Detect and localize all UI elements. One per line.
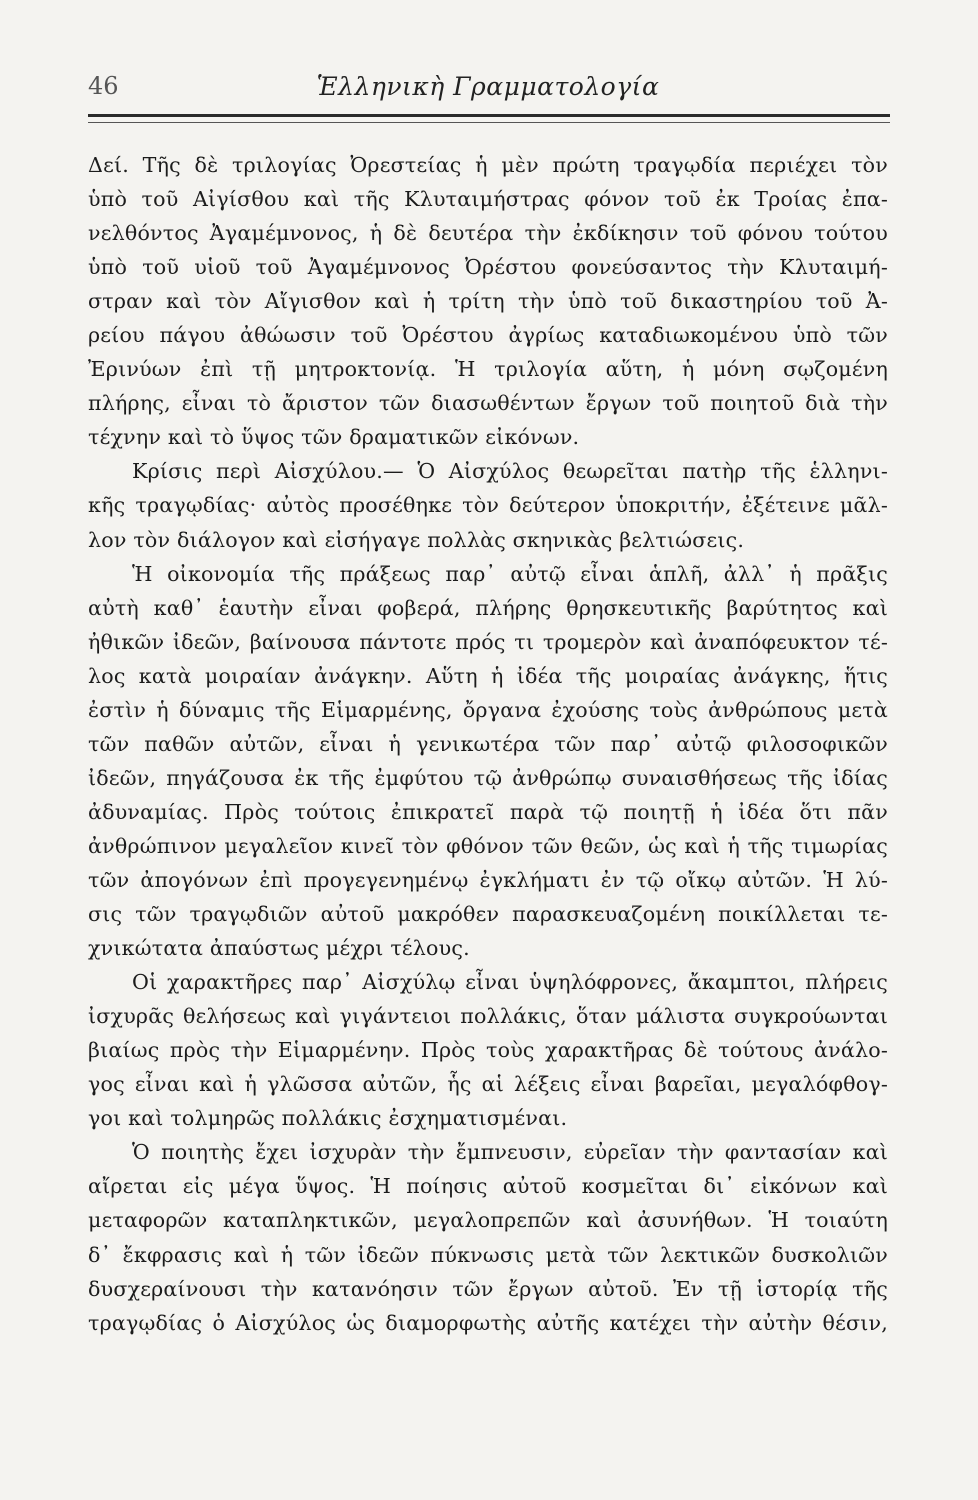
text-line: τῶν ἀπογόνων ἐπὶ προγεγενημένῳ ἐγκλήματι ἐν τῷ οἴκῳ αὐτῶν. Ἡ λύ- [88,867,888,892]
text-line: Ἐρινύων ἐπὶ τῇ μητροκτονίᾳ. Ἡ τριλογία αὕτη, ἡ μόνη σῳζομένη [88,357,888,382]
text-line: τῶν παθῶν αὐτῶν, εἶναι ἡ γενικωτέρα τῶν παρ᾽ αὐτῷ φιλοσοφικῶν [88,731,888,756]
text-line: αὐτὴ καθ᾽ ἑαυτὴν εἶναι φοβερά, πλήρης θρησκευτικῆς βαρύτητος καὶ [88,595,888,620]
text-line: γοι καὶ τολμηρῶς πολλάκις ἐσχηματισμέναι. [88,1106,568,1131]
text-line: τραγῳδίας ὁ Αἰσχύλος ὡς διαμορφωτὴς αὐτῆς κατέχει τὴν αὐτὴν θέσιν, [88,1310,888,1335]
text-line: ὑπὸ τοῦ υἱοῦ τοῦ Ἀγαμέμνονος Ὀρέστου φονεύσαντος τὴν Κλυταιμή- [88,255,888,280]
text-line: ἰδεῶν, πηγάζουσα ἐκ τῆς ἐμφύτου τῷ ἀνθρώπῳ συναισθήσεως τῆς ἰδίας [88,765,888,790]
text-line: δ᾽ ἔκφρασις καὶ ἡ τῶν ἰδεῶν πύκνωσις μετὰ τῶν λεκτικῶν δυσκολιῶν [88,1242,888,1267]
text-line: βιαίως πρὸς τὴν Εἱμαρμένην. Πρὸς τοὺς χαρακτῆρας δὲ τούτους ἀνάλο- [88,1038,888,1063]
text-line: ἀνθρώπινον μεγαλεῖον κινεῖ τὸν φθόνον τῶν θεῶν, ὡς καὶ ἡ τῆς τιμωρίας [88,833,888,858]
text-line: χνικώτατα ἀπαύστως μέχρι τέλους. [88,936,470,961]
text-line: ἠθικῶν ἰδεῶν, βαίνουσα πάντοτε πρός τι τρομερὸν καὶ ἀναπόφευκτον τέ- [88,629,888,654]
page-number: 46 [88,72,119,100]
text-line: στραν καὶ τὸν Αἴγισθον καὶ ἡ τρίτη τὴν ὑπὸ τοῦ δικαστηρίου τοῦ Ἀ- [88,289,888,314]
text-line: κῆς τραγῳδίας· αὐτὸς προσέθηκε τὸν δεύτερον ὑποκριτήν, ἐξέτεινε μᾶλ- [88,493,888,518]
text-line: δυσχεραίνουσι τὴν κατανόησιν τῶν ἔργων αὐτοῦ. Ἐν τῇ ἱστορίᾳ τῆς [88,1276,888,1301]
text-line: Ὁ ποιητὴς ἔχει ἰσχυρὰν τὴν ἔμπνευσιν, εὐρεῖαν τὴν φαντασίαν καὶ [132,1140,888,1165]
text-line: μεταφορῶν καταπληκτικῶν, μεγαλοπρεπῶν καὶ ἀσυνήθων. Ἡ τοιαύτη [88,1208,888,1233]
text-line: ἰσχυρᾶς θελήσεως καὶ γιγάντειοι πολλάκις, ὅταν μάλιστα συγκρούωνται [88,1004,888,1029]
text-line: ἐστὶν ἡ δύναμις τῆς Εἱμαρμένης, ὄργανα ἐχούσης τοὺς ἀνθρώπους μετὰ [88,697,888,722]
text-line: νελθόντος Ἀγαμέμνονος, ἡ δὲ δευτέρα τὴν ἐκδίκησιν τοῦ φόνου τούτου [88,221,888,246]
text-line: Δεί. Τῆς δὲ τριλογίας Ὀρεστείας ἡ μὲν πρώτη τραγῳδία περιέχει τὸν [88,153,888,177]
text-line: ὑπὸ τοῦ Αἰγίσθου καὶ τῆς Κλυταιμήστρας φόνον τοῦ ἐκ Τροίας ἐπα- [88,187,888,212]
text-line: ρείου πάγου ἀθώωσιν τοῦ Ὀρέστου ἀγρίως καταδιωκομένου ὑπὸ τῶν [88,323,888,348]
text-line: Οἱ χαρακτῆρες παρ᾽ Αἰσχύλῳ εἶναι ὑψηλόφρονες, ἄκαμπτοι, πλήρεις [132,970,888,995]
running-title: Ἑλληνικὴ Γραμματολογία [316,72,660,101]
text-line: αἴρεται εἰς μέγα ὕψος. Ἡ ποίησις αὐτοῦ κοσμεῖται δι᾽ εἰκόνων καὶ [88,1174,888,1199]
text-line: τέχνην καὶ τὸ ὕψος τῶν δραματικῶν εἰκόνων. [88,425,580,450]
text-line: ἀδυναμίας. Πρὸς τούτοις ἐπικρατεῖ παρὰ τῷ ποιητῇ ἡ ἰδέα ὅτι πᾶν [88,799,888,824]
body-text [88,148,888,1340]
text-line: Ἡ οἰκονομία τῆς πράξεως παρ᾽ αὐτῷ εἶναι ἁπλῆ, ἀλλ᾽ ἡ πρᾶξις [132,561,888,586]
section-heading-line: Κρίσις περὶ Αἰσχύλου.— Ὁ Αἰσχύλος θεωρεῖται πατὴρ τῆς ἑλληνι- [132,459,888,484]
text-line: σις τῶν τραγῳδιῶν αὐτοῦ μακρόθεν παρασκευαζομένη ποικίλλεται τε- [88,902,888,927]
text-line: λον τὸν διάλογον καὶ εἰσήγαγε πολλὰς σκηνικὰς βελτιώσεις. [88,527,745,552]
text-line: λος κατὰ μοιραίαν ἀνάγκην. Αὕτη ἡ ἰδέα τῆς μοιραίας ἀνάγκης, ἥτις [88,663,888,688]
text-line: γος εἶναι καὶ ἡ γλῶσσα αὐτῶν, ἧς αἱ λέξεις εἶναι βαρεῖαι, μεγαλόφθογ- [88,1072,888,1097]
text-line: πλήρης, εἶναι τὸ ἄριστον τῶν διασωθέντων ἔργων τοῦ ποιητοῦ διὰ τὴν [88,391,888,416]
header-rule [88,114,890,117]
page-header [88,72,888,112]
header-rule-thin [88,122,890,123]
